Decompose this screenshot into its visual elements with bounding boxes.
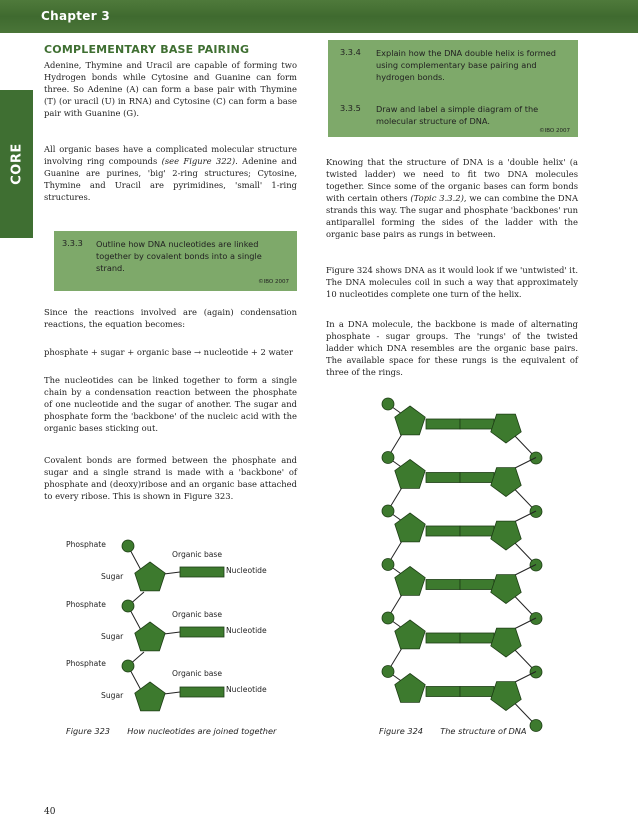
paragraph-double-helix-a: Knowing that the structure of DNA is a 'double helix' (a twisted ladder) we need to fit two DNA molecules together. Since some of the organic bases can form bonds with certain others	[326, 157, 578, 203]
organic-base-rect	[180, 627, 224, 637]
organic-base-rect	[426, 473, 460, 483]
organic-base-rect	[426, 633, 460, 643]
sugar-pentagon	[491, 682, 521, 711]
objective-number: 3.3.5	[340, 103, 361, 113]
sugar-pentagon	[395, 674, 425, 703]
sugar-label: Sugar	[101, 691, 124, 700]
sugar-pentagon	[491, 521, 521, 550]
page-number: 40	[44, 807, 56, 817]
figure-324-number: Figure 324	[379, 726, 424, 736]
figure-324-title: The structure of DNA	[440, 726, 527, 736]
objective-text: Outline how DNA nucleotides are linked together by covalent bonds into a single strand.	[96, 239, 262, 273]
phosphate-circle	[382, 505, 394, 517]
organic-base-rect	[460, 526, 494, 536]
organic-base-label: Organic base	[172, 610, 223, 619]
sugar-base-bond	[164, 572, 180, 574]
sugar-pentagon	[395, 620, 425, 649]
phosphate-circle	[382, 452, 394, 464]
paragraph-covalent-bonds: Covalent bonds are formed between the phosphate and sugar and a single strand is made with a 'backbone' of phosphate and (deoxy)ribose and an organic base attached to every ribose. This is shown in Figure 323.	[44, 455, 297, 501]
figure-323-diagram	[122, 540, 224, 711]
objective-text: Draw and label a simple diagram of the molecular structure of DNA.	[376, 104, 539, 126]
paragraph-nucleotide-chain: The nucleotides can be linked together to form a single chain by a condensation reaction between the phosphate of one nucleotide and the sugar of another. The sugar and phosphate form the 'backbone' of the nucleic acid with the organic bases sticking out.	[44, 375, 297, 433]
topic-332-reference[interactable]: (Topic 3.3.2)	[410, 193, 464, 203]
phosphate-label: Phosphate	[66, 540, 106, 549]
organic-base-rect	[460, 580, 494, 590]
phosphate-circle	[122, 540, 134, 552]
paragraph-organic-bases-b: . Adenine and Guanine are purines, 'big' 2-ring structures; Cytosine, Thymine and Uracil are pyrimidines, 'small' 1-ring structures.	[44, 156, 297, 202]
paragraph-double-helix-b: , we can combine the DNA strands this way. The sugar and phosphate 'backbones' run antiparallel forming the sides of the ladder with the organic base pairs as rungs in between.	[326, 193, 579, 239]
figure-324-diagram	[382, 398, 542, 732]
phosphate-circle	[382, 559, 394, 571]
nucleotide-label: Nucleotide	[226, 685, 267, 694]
sugar-label: Sugar	[101, 632, 124, 641]
phosphate-label: Phosphate	[66, 659, 106, 668]
sugar-base-bond	[164, 632, 180, 634]
ibo-copyright: ©IBO 2007	[258, 279, 289, 285]
objective-number: 3.3.4	[340, 47, 361, 57]
phosphate-label: Phosphate	[66, 600, 106, 609]
core-tab-label: CORE	[9, 143, 24, 185]
organic-base-rect	[460, 633, 494, 643]
objective-text: Explain how the DNA double helix is formed using complementary base pairing and hydrogen bonds.	[376, 48, 556, 82]
figure-323-caption	[66, 726, 276, 736]
figure-323-number: Figure 323	[66, 726, 111, 736]
sugar-base-bond	[164, 692, 180, 694]
objective-number: 3.3.3	[62, 238, 83, 248]
section-title: COMPLEMENTARY BASE PAIRING	[44, 43, 250, 56]
figure-324-caption	[379, 726, 527, 736]
organic-base-rect	[460, 687, 494, 697]
organic-base-rect	[426, 419, 460, 429]
paragraph-base-pairing: Adenine, Thymine and Uracil are capable of forming two Hydrogen bonds while Cytosine and Guanine can form three. So Adenine (A) can form a base pair with Thymine (T) (or uracil (U) in RNA) and Cytosine (C) can form a base pair with Guanine (G).	[44, 60, 297, 118]
phosphate-circle	[382, 612, 394, 624]
phosphate-circle	[530, 720, 542, 732]
organic-base-rect	[180, 687, 224, 697]
sugar-pentagon	[395, 460, 425, 489]
figure-323-title: How nucleotides are joined together	[127, 726, 277, 736]
organic-base-rect	[426, 580, 460, 590]
paragraph-backbone: In a DNA molecule, the backbone is made of alternating phosphate - sugar groups. The 'rungs' of the twisted ladder which DNA resembles are the organic base pairs. The available space for these rungs is the equivalent of three of the rings.	[326, 319, 578, 377]
nucleotide-label: Nucleotide	[226, 626, 267, 635]
sugar-pentagon	[395, 406, 425, 435]
sugar-label: Sugar	[101, 572, 124, 581]
organic-base-rect	[460, 473, 494, 483]
organic-base-label: Organic base	[172, 550, 223, 559]
paragraph-condensation: Since the reactions involved are (again) condensation reactions, the equation becomes:	[44, 307, 297, 329]
sugar-pentagon	[395, 513, 425, 542]
chapter-title: Chapter 3	[41, 9, 111, 23]
ibo-copyright: ©IBO 2007	[539, 128, 570, 134]
organic-base-label: Organic base	[172, 669, 223, 678]
nucleotide-label: Nucleotide	[226, 566, 267, 575]
phosphate-circle	[382, 398, 394, 410]
phosphate-circle	[382, 666, 394, 678]
sugar-pentagon	[491, 468, 521, 497]
sugar-pentagon	[491, 414, 521, 443]
sugar-pentagon	[491, 628, 521, 657]
phosphate-circle	[122, 660, 134, 672]
paragraph-organic-bases-a: All organic bases have a complicated molecular structure involving ring compounds	[44, 144, 297, 166]
organic-base-rect	[426, 687, 460, 697]
phosphate-circle	[122, 600, 134, 612]
figure-322-reference[interactable]: (see Figure 322)	[161, 156, 236, 166]
sugar-pentagon	[395, 567, 425, 596]
paragraph-untwisted: Figure 324 shows DNA as it would look if we 'untwisted' it. The DNA molecules coil in such a way that approximately 10 nucleotides complete one turn of the helix.	[326, 265, 578, 299]
sugar-pentagon	[491, 575, 521, 604]
organic-base-rect	[180, 567, 224, 577]
organic-base-rect	[426, 526, 460, 536]
organic-base-rect	[460, 419, 494, 429]
condensation-equation: phosphate + sugar + organic base → nucleotide + 2 water	[44, 347, 294, 357]
